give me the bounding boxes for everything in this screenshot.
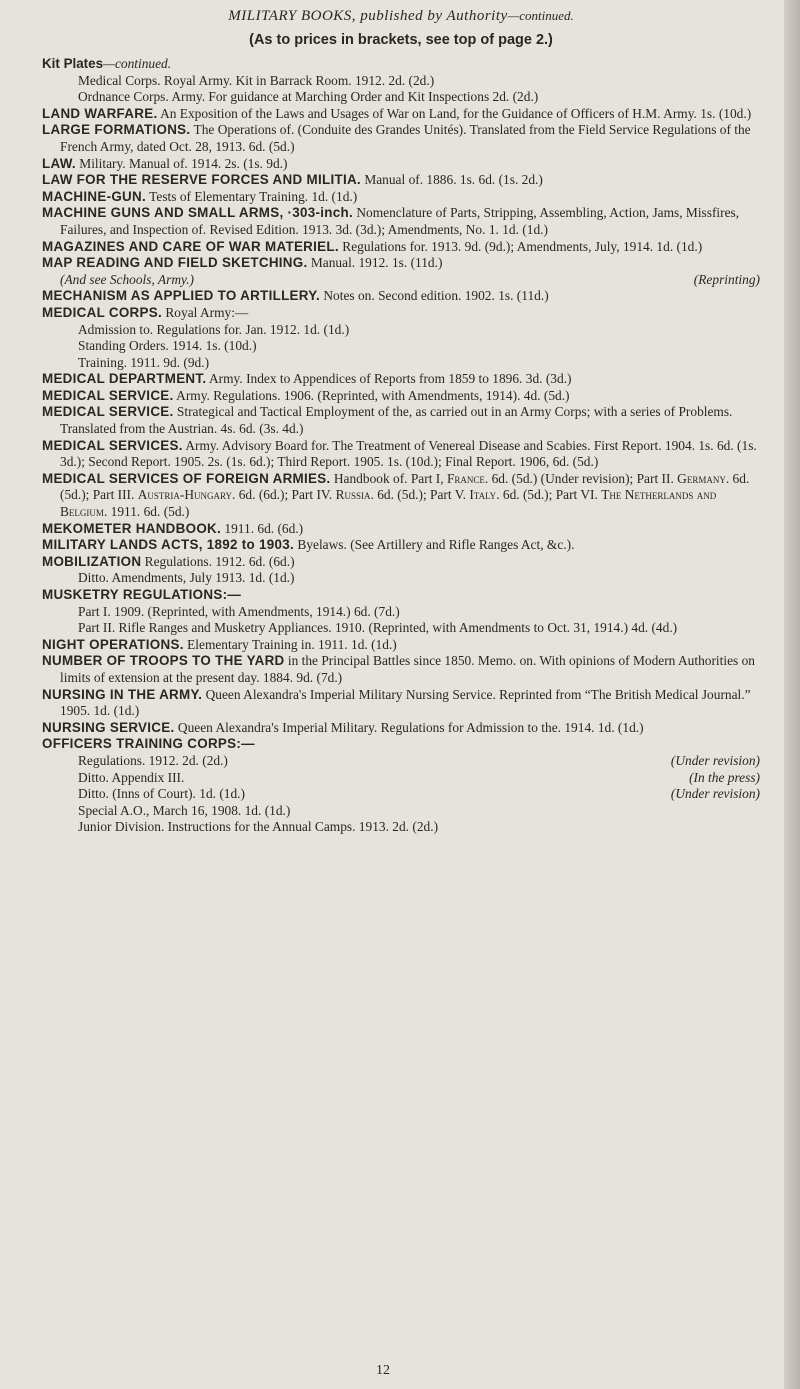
country-name: Italy — [469, 487, 497, 503]
entry-row — [60, 753, 760, 770]
running-header-title: MILITARY BOOKS, published by Authority — [228, 8, 508, 24]
entry-text: Manual. 1912. 1s. (11d.) — [310, 255, 443, 271]
entry-machine-gun — [42, 189, 760, 206]
entry-row — [60, 770, 760, 787]
entry-number-of-troops — [42, 653, 760, 686]
entry-heading: NUMBER OF TROOPS TO THE YARD — [42, 653, 285, 669]
entry-law-reserve-forces — [42, 172, 760, 189]
page-number: 12 — [376, 1363, 390, 1378]
entry-heading: MEDICAL DEPARTMENT. — [42, 371, 207, 387]
entry-law — [42, 156, 760, 173]
entry-text: Notes on. Second edition. 1902. 1s. (11d.) — [323, 288, 549, 304]
entry-text: Regulations for. 1913. 9d. (9d.); Amendments, July, 1914. 1d. (1d.) — [342, 238, 703, 254]
entry-kit-plates — [42, 56, 760, 106]
entry-heading: LAND WARFARE. — [42, 105, 158, 121]
entry-mobilization — [42, 554, 760, 587]
cross-reference: (And see Schools, Army.) — [60, 271, 195, 287]
entry-heading: MUSKETRY REGULATIONS:— — [42, 587, 242, 602]
entry-nursing-service — [42, 720, 760, 737]
entry-heading: MECHANISM AS APPLIED TO ARTILLERY. — [42, 288, 321, 304]
entry-row-text: Ditto. Appendix III. — [78, 769, 185, 785]
entry-text: Nomenclature of Parts, Stripping, Assembling, Action, Jams, Missfires, Failures, and Inspection of. Revised Edition. 1913. 3d. (3d.); Amendments, No. 1. 1d. (1d.) — [60, 205, 740, 237]
entry-row-text: Ditto. (Inns of Court). 1d. (1d.) — [78, 786, 245, 802]
entry-text: Tests of Elementary Training. 1d. (1d.) — [149, 188, 358, 204]
status-note: (In the press) — [689, 769, 760, 785]
entry-heading: OFFICERS TRAINING CORPS:— — [42, 736, 255, 752]
entry-heading: MAP READING AND FIELD SKETCHING. — [42, 255, 308, 271]
entry-medical-services-advisory — [42, 438, 760, 471]
entry-line: Medical Corps. Royal Army. Kit in Barrack Room. 1912. 2d. (2d.) — [78, 72, 435, 88]
entry-mechanism-artillery — [42, 288, 760, 305]
entry-nursing-in-army — [42, 687, 760, 720]
entry-medical-service-strategical — [42, 404, 760, 437]
entry-heading: MACHINE-GUN. — [42, 188, 147, 204]
status-note: (Under revision) — [670, 752, 760, 768]
entry-text: An Exposition of the Laws and Usages of War on Land, for the Guidance of Officers of H.M. Army. 1s. (10d.) — [160, 105, 752, 121]
entry-heading: MEDICAL SERVICE. — [42, 387, 174, 403]
entry-heading: LAW FOR THE RESERVE FORCES AND MILITIA. — [42, 172, 361, 188]
running-header-continued: —continued. — [507, 8, 574, 23]
country-name: France — [446, 470, 485, 486]
entry-text: Queen Alexandra's Imperial Military Nursing Service. Reprinted from “The British Medical Journal.” 1905. 1d. (1d.) — [60, 686, 751, 719]
entry-heading: MAGAZINES AND CARE OF WAR MATERIEL. — [42, 238, 339, 254]
country-name: The Netherlands and Belgium — [60, 487, 717, 520]
status-note: (Under revision) — [670, 786, 760, 802]
entry-heading: MEDICAL SERVICES. — [42, 437, 183, 453]
status-note: (Reprinting) — [693, 271, 760, 287]
entry-text: in the Principal Battles since 1850. Memo. on. With opinions of Modern Authorities on limits of extension at the present day. 1884. 9d. (7d.) — [60, 653, 755, 685]
entry-text: Byelaws. (See Artillery and Rifle Ranges Act, &c.). — [297, 537, 575, 553]
entry-text: Handbook of. Part I, — [333, 470, 447, 486]
entry-heading: Kit Plates — [42, 56, 104, 71]
entry-line: Ditto. Amendments, July 1913. 1d. (1d.) — [78, 570, 295, 586]
entry-heading: MILITARY LANDS ACTS, 1892 to 1903. — [42, 537, 295, 553]
entry-heading: MEDICAL SERVICE. — [42, 404, 174, 420]
entry-line: Part I. 1909. (Reprinted, with Amendments, 1914.) 6d. (7d.) — [78, 603, 400, 619]
running-header — [42, 6, 760, 26]
entry-text: Regulations. 1912. 6d. (6d.) — [144, 553, 295, 569]
entry-medical-department — [42, 371, 760, 388]
entry-text: 1911. 6d. (6d.) — [224, 520, 304, 536]
entry-night-operations — [42, 637, 760, 654]
entry-row — [60, 272, 760, 289]
entry-text: . 6d. (5d.); Part III. — [60, 470, 750, 503]
entry-text: . 6d. (6d.); Part IV. — [232, 487, 336, 503]
entry-medical-corps — [42, 305, 760, 371]
entry-line: Junior Division. Instructions for the Annual Camps. 1913. 2d. (2d.) — [78, 819, 439, 835]
entry-text: Strategical and Tactical Employment of the, as carried out in an Army Corps; with a series of Problems. Translated from the Austrian. 4s. 6d. (3s. 4d.) — [60, 404, 733, 437]
entry-heading: NIGHT OPERATIONS. — [42, 636, 184, 652]
entry-heading: MEKOMETER HANDBOOK. — [42, 520, 222, 536]
entry-heading: LARGE FORMATIONS. — [42, 122, 191, 138]
entry-line: Training. 1911. 9d. (9d.) — [78, 354, 210, 370]
country-name: Austria-Hungary — [137, 487, 233, 503]
entry-heading: MEDICAL CORPS. — [42, 304, 163, 320]
entry-text: Army. Advisory Board for. The Treatment of Venereal Disease and Scabies. First Report. 1904. 1s. 6d. (1s. 3d.); Second Report. 1905. 2s. (1s. 6d.); Third Report. 1905. 1s. (10d.); Final Report. 1906, 6d. (5d.) — [60, 437, 757, 470]
entry-line: Standing Orders. 1914. 1s. (10d.) — [78, 338, 257, 354]
entry-medical-services-foreign — [42, 471, 760, 521]
price-note: (As to prices in brackets, see top of page 2.) — [249, 32, 553, 48]
entry-land-warfare — [42, 106, 760, 123]
entry-text: . 1911. 6d. (5d.) — [103, 504, 190, 520]
entry-text: Royal Army:— — [165, 304, 249, 320]
country-name: Germany — [677, 470, 726, 486]
entry-text: Army. Regulations. 1906. (Reprinted, with Amendments, 1914). 4d. (5d.) — [176, 387, 570, 403]
entry-large-formations — [42, 122, 760, 155]
entry-medical-service-regulations — [42, 388, 760, 405]
entry-heading: LAW. — [42, 155, 76, 171]
entry-heading: MEDICAL SERVICES OF FOREIGN ARMIES. — [42, 470, 331, 486]
entry-magazines — [42, 239, 760, 256]
entry-text: Army. Index to Appendices of Reports from 1859 to 1896. 3d. (3d.) — [209, 371, 572, 387]
entry-text: The Operations of. (Conduite des Grandes Unités). Translated from the Field Service Regulations of the French Army, dated Oct. 28, 1913. 6d. (5d.) — [60, 122, 751, 154]
entry-line: Ordnance Corps. Army. For guidance at Marching Order and Kit Inspections 2d. (2d.) — [78, 89, 539, 105]
entry-mekometer — [42, 521, 760, 538]
entry-row — [60, 786, 760, 803]
entry-row-text: Regulations. 1912. 2d. (2d.) — [78, 752, 228, 768]
entry-text: . 6d. (5d.) (Under revision); Part II. — [484, 470, 678, 486]
entry-line: Part II. Rifle Ranges and Musketry Appliances. 1910. (Reprinted, with Amendments to Oct. 31, 1914.) 4d. (4d.) — [78, 620, 678, 636]
entry-musketry-regulations — [42, 587, 760, 637]
entry-text: . 6d. (5d.); Part V. — [370, 487, 470, 503]
entry-heading: MOBILIZATION — [42, 553, 142, 569]
country-name: Russia — [335, 487, 371, 503]
entry-heading: MACHINE GUNS AND SMALL ARMS, ·303-inch. — [42, 205, 354, 221]
entry-text: Manual of. 1886. 1s. 6d. (1s. 2d.) — [364, 172, 543, 188]
entry-text: Military. Manual of. 1914. 2s. (1s. 9d.) — [79, 155, 288, 171]
page-edge — [784, 0, 800, 1389]
entry-machine-guns-small-arms — [42, 205, 760, 238]
entry-text: Elementary Training in. 1911. 1d. (1d.) — [187, 636, 397, 652]
entry-officers-training-corps — [42, 736, 760, 836]
entry-map-reading — [42, 255, 760, 288]
entry-military-lands-acts — [42, 537, 760, 554]
entry-text: . 6d. (5d.); Part VI. — [496, 487, 602, 503]
entry-text: Queen Alexandra's Imperial Military. Regulations for Admission to the. 1914. 1d. (1d.) — [177, 719, 644, 735]
entry-heading-suffix: —continued. — [103, 56, 172, 71]
entry-line: Special A.O., March 16, 1908. 1d. (1d.) — [78, 802, 291, 818]
entry-line: Admission to. Regulations for. Jan. 1912. 1d. (1d.) — [78, 321, 350, 337]
entry-heading: NURSING IN THE ARMY. — [42, 686, 203, 702]
entry-heading: NURSING SERVICE. — [42, 719, 175, 735]
